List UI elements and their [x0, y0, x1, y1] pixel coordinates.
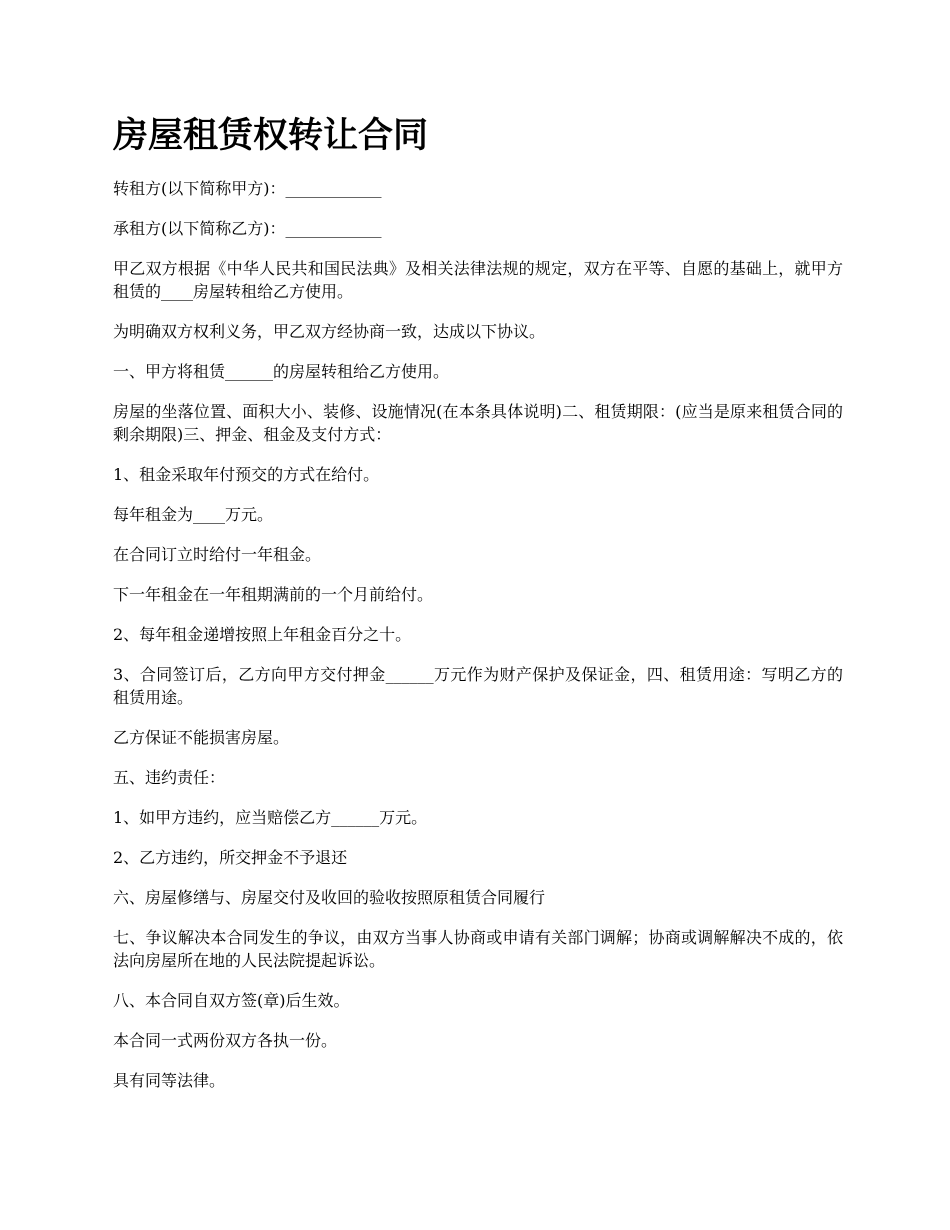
page-title: 房屋租赁权转让合同	[113, 115, 429, 156]
equal-effect-paragraph: 具有同等法律。	[113, 1071, 226, 1090]
clause-7-paragraph: 七、争议解决本合同发生的争议，由双方当事人协商或申请有关部门调解；协商或调解解决不成的，依法向房屋所在地的人民法院提起诉讼。	[113, 928, 843, 970]
clause-8-paragraph: 八、本合同自双方签(章)后生效。	[113, 991, 350, 1010]
document-body	[113, 177, 843, 1109]
rent-increase-item-2: 2、每年租金递增按照上年租金百分之十。	[113, 625, 412, 644]
liability-item-2: 2、乙方违约，所交押金不予退还	[113, 848, 348, 867]
clause-1-paragraph: 一、甲方将租赁______的房屋转租给乙方使用。	[113, 362, 450, 381]
deposit-item-3: 3、合同签订后，乙方向甲方交付押金______万元作为财产保护及保证金，四、租赁用途：写明乙方的租赁用途。	[113, 665, 843, 707]
annual-rent-paragraph: 每年租金为____万元。	[113, 505, 274, 524]
first-year-rent-paragraph: 在合同订立时给付一年租金。	[113, 545, 322, 564]
liability-heading: 五、违约责任：	[113, 768, 226, 787]
copies-paragraph: 本合同一式两份双方各执一份。	[113, 1031, 338, 1050]
liability-item-1: 1、如甲方违约，应当赔偿乙方______万元。	[113, 808, 428, 827]
preamble-paragraph: 甲乙双方根据《中华人民共和国民法典》及相关法律法规的规定，双方在平等、自愿的基础上，就甲方租赁的____房屋转租给乙方使用。	[113, 259, 843, 301]
party-a-line: 转租方(以下简称甲方)：____________	[113, 179, 382, 198]
rent-payment-item-1: 1、租金采取年付预交的方式在给付。	[113, 465, 380, 484]
next-year-rent-paragraph: 下一年租金在一年租期满前的一个月前给付。	[113, 585, 434, 604]
agreement-intro-paragraph: 为明确双方权利义务，甲乙双方经协商一致，达成以下协议。	[113, 322, 546, 341]
property-protection-paragraph: 乙方保证不能损害房屋。	[113, 728, 290, 747]
party-b-line: 承租方(以下简称乙方)：____________	[113, 219, 382, 238]
property-details-paragraph: 房屋的坐落位置、面积大小、装修、设施情况(在本条具体说明)二、租赁期限：(应当是原来租赁合同的剩余期限)三、押金、租金及支付方式：	[113, 402, 843, 444]
clause-6-paragraph: 六、房屋修缮与、房屋交付及收回的验收按照原租赁合同履行	[113, 888, 546, 907]
